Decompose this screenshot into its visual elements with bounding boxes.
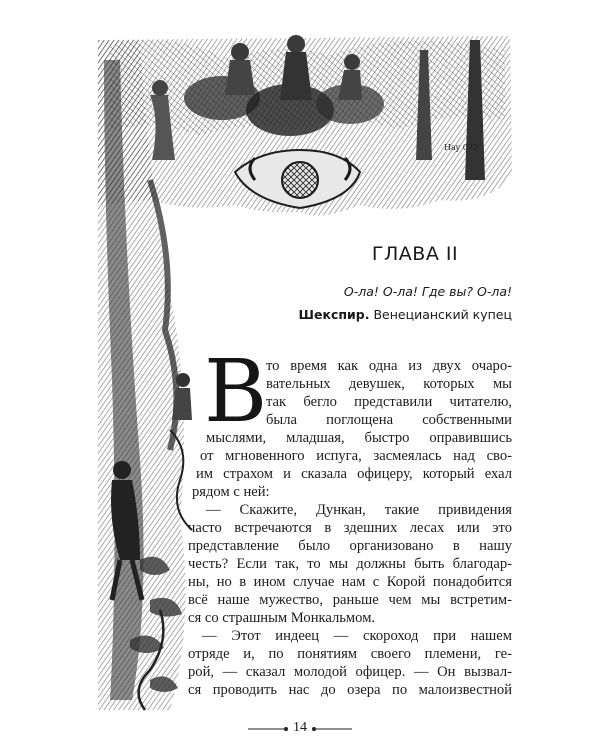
text-line: мыслями, младшая, быстро оправившись xyxy=(206,430,512,446)
engraver-signature: Hay 072 xyxy=(444,143,479,152)
text-line: так бегло представили читателю, xyxy=(266,394,512,410)
epigraph-work: Венецианский купец xyxy=(373,307,512,322)
text-line: вательных девушек, которых мы xyxy=(266,376,512,392)
text-line: часто встречаются в здешних лесах или это xyxy=(188,520,512,536)
text-line: всё наше мужество, раньше чем мы встретим- xyxy=(188,592,512,608)
text-line: ся со страшным Монкальмом. xyxy=(188,610,376,626)
text-line: им страхом и сказала офицеру, который ехал xyxy=(196,466,512,482)
text-line: рой, — сказал молодой офицер. — Он вызвал- xyxy=(188,664,512,680)
text-line: — Скажите, Дункан, такие привидения xyxy=(206,502,512,518)
page-number-ornament-right xyxy=(312,724,352,734)
text-line: рядом с ней: xyxy=(192,484,270,500)
drop-cap: В xyxy=(204,342,268,442)
text-line: от мгновенного испуга, засмеялась над сво- xyxy=(200,448,512,464)
text-line: представление было организовано в нашу xyxy=(188,538,512,554)
page-number: 14 xyxy=(293,720,307,735)
text-line: то время как одна из двух очаро- xyxy=(266,358,512,374)
epigraph-source xyxy=(299,307,512,322)
text-line: ны, но в ином случае нам с Корой понадобится xyxy=(188,574,512,590)
text-line: честь? Если так, то мы должны быть благодар- xyxy=(188,556,512,572)
top-frieze xyxy=(98,35,512,216)
text-line: отряде и, по понятиям своего племени, ге- xyxy=(188,646,512,662)
chapter-title: ГЛАВА II xyxy=(371,243,459,265)
text-line: ся проводить нас до озера по малоизвестной xyxy=(188,682,512,698)
text-line: — Этот индеец — скороход при нашем xyxy=(202,628,512,644)
epigraph-author: Шекспир. xyxy=(298,307,370,322)
epigraph: О-ла! О-ла! Где вы? О-ла! xyxy=(343,284,512,299)
text-line: была поглощена собственными xyxy=(266,412,512,428)
